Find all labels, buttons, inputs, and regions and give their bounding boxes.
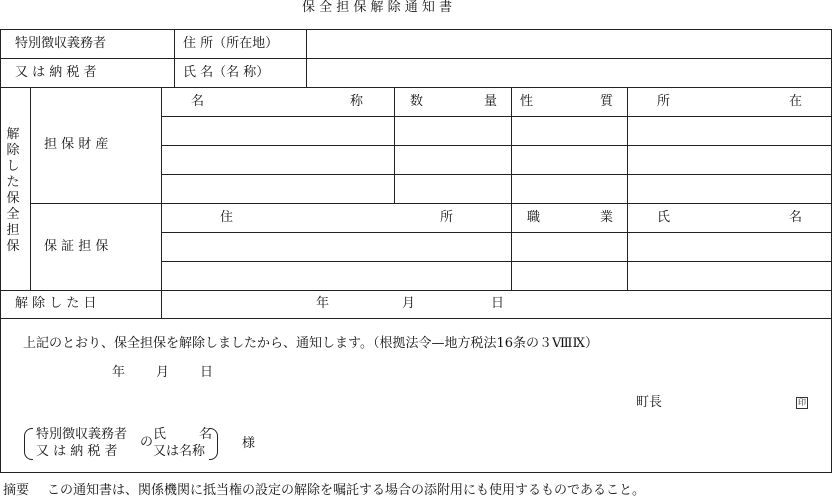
addressee-taxpayer-line1: 特別徴収義務者 (36, 427, 128, 442)
col-name-a: 名 (191, 94, 205, 109)
taxpayer-label-line1: 特別徴収義務者 (15, 36, 107, 51)
name-field[interactable] (308, 60, 829, 86)
col-nature-b: 質 (600, 94, 614, 109)
col-occupation-a: 職 (527, 210, 541, 225)
address-field[interactable] (308, 31, 829, 57)
notice-year: 年 (112, 365, 126, 380)
guarantor-collateral-label: 保 証 担 保 (44, 239, 109, 254)
col-address-a: 住 (220, 210, 234, 225)
honorific: 様 (242, 436, 256, 451)
release-date-day: 日 (491, 296, 505, 311)
footnote-label: 摘要 (3, 483, 30, 498)
release-date-year: 年 (316, 296, 330, 311)
notice-body: 上記のとおり、保全担保を解除しましたから、通知します。（根拠法令—地方税法16条の３ⅧⅨ） (23, 336, 599, 351)
released-collateral-label: 解 除 し た 保 全 担 保 (6, 127, 20, 254)
col-nature-a: 性 (520, 94, 534, 109)
addressee-particle: の (140, 435, 154, 450)
col-location-a: 所 (657, 94, 671, 109)
address-label: 住 所（所在地） (183, 36, 279, 51)
col-guarantor-name-a: 氏 (657, 210, 671, 225)
release-date-label: 解 除 し た 日 (15, 296, 97, 311)
addressee-taxpayer-line2: 又 は 納 税 者 (36, 444, 118, 459)
notice-month: 月 (156, 365, 170, 380)
addressee-bracket-close (209, 428, 218, 460)
property-collateral-label: 担 保 財 産 (44, 137, 109, 152)
name-label: 氏 名（名 称） (183, 65, 270, 80)
release-date-month: 月 (402, 296, 416, 311)
document-title: 保 全 担 保 解 除 通 知 書 (302, 0, 453, 15)
issuer-title: 町長 (636, 395, 663, 410)
col-address-b: 所 (440, 210, 454, 225)
col-guarantor-name-b: 名 (789, 210, 803, 225)
col-occupation-b: 業 (600, 210, 614, 225)
taxpayer-label-line2: 又 は 納 税 者 (15, 65, 97, 80)
col-location-b: 在 (789, 94, 803, 109)
notice-day: 日 (200, 365, 214, 380)
addressee-name-a: 氏 (153, 427, 167, 442)
addressee-bracket (24, 428, 33, 460)
col-name-b: 称 (350, 94, 364, 109)
col-qty-b: 量 (484, 94, 498, 109)
addressee-name-b: 名 (199, 427, 213, 442)
footnote-text: この通知書は、関係機関に抵当権の設定の解除を嘱託する場合の添附用にも使用するものであること。 (47, 483, 646, 498)
seal-mark: 印 (798, 398, 806, 407)
col-qty-a: 数 (410, 94, 424, 109)
addressee-name-line2: 又は名称 (153, 444, 206, 459)
